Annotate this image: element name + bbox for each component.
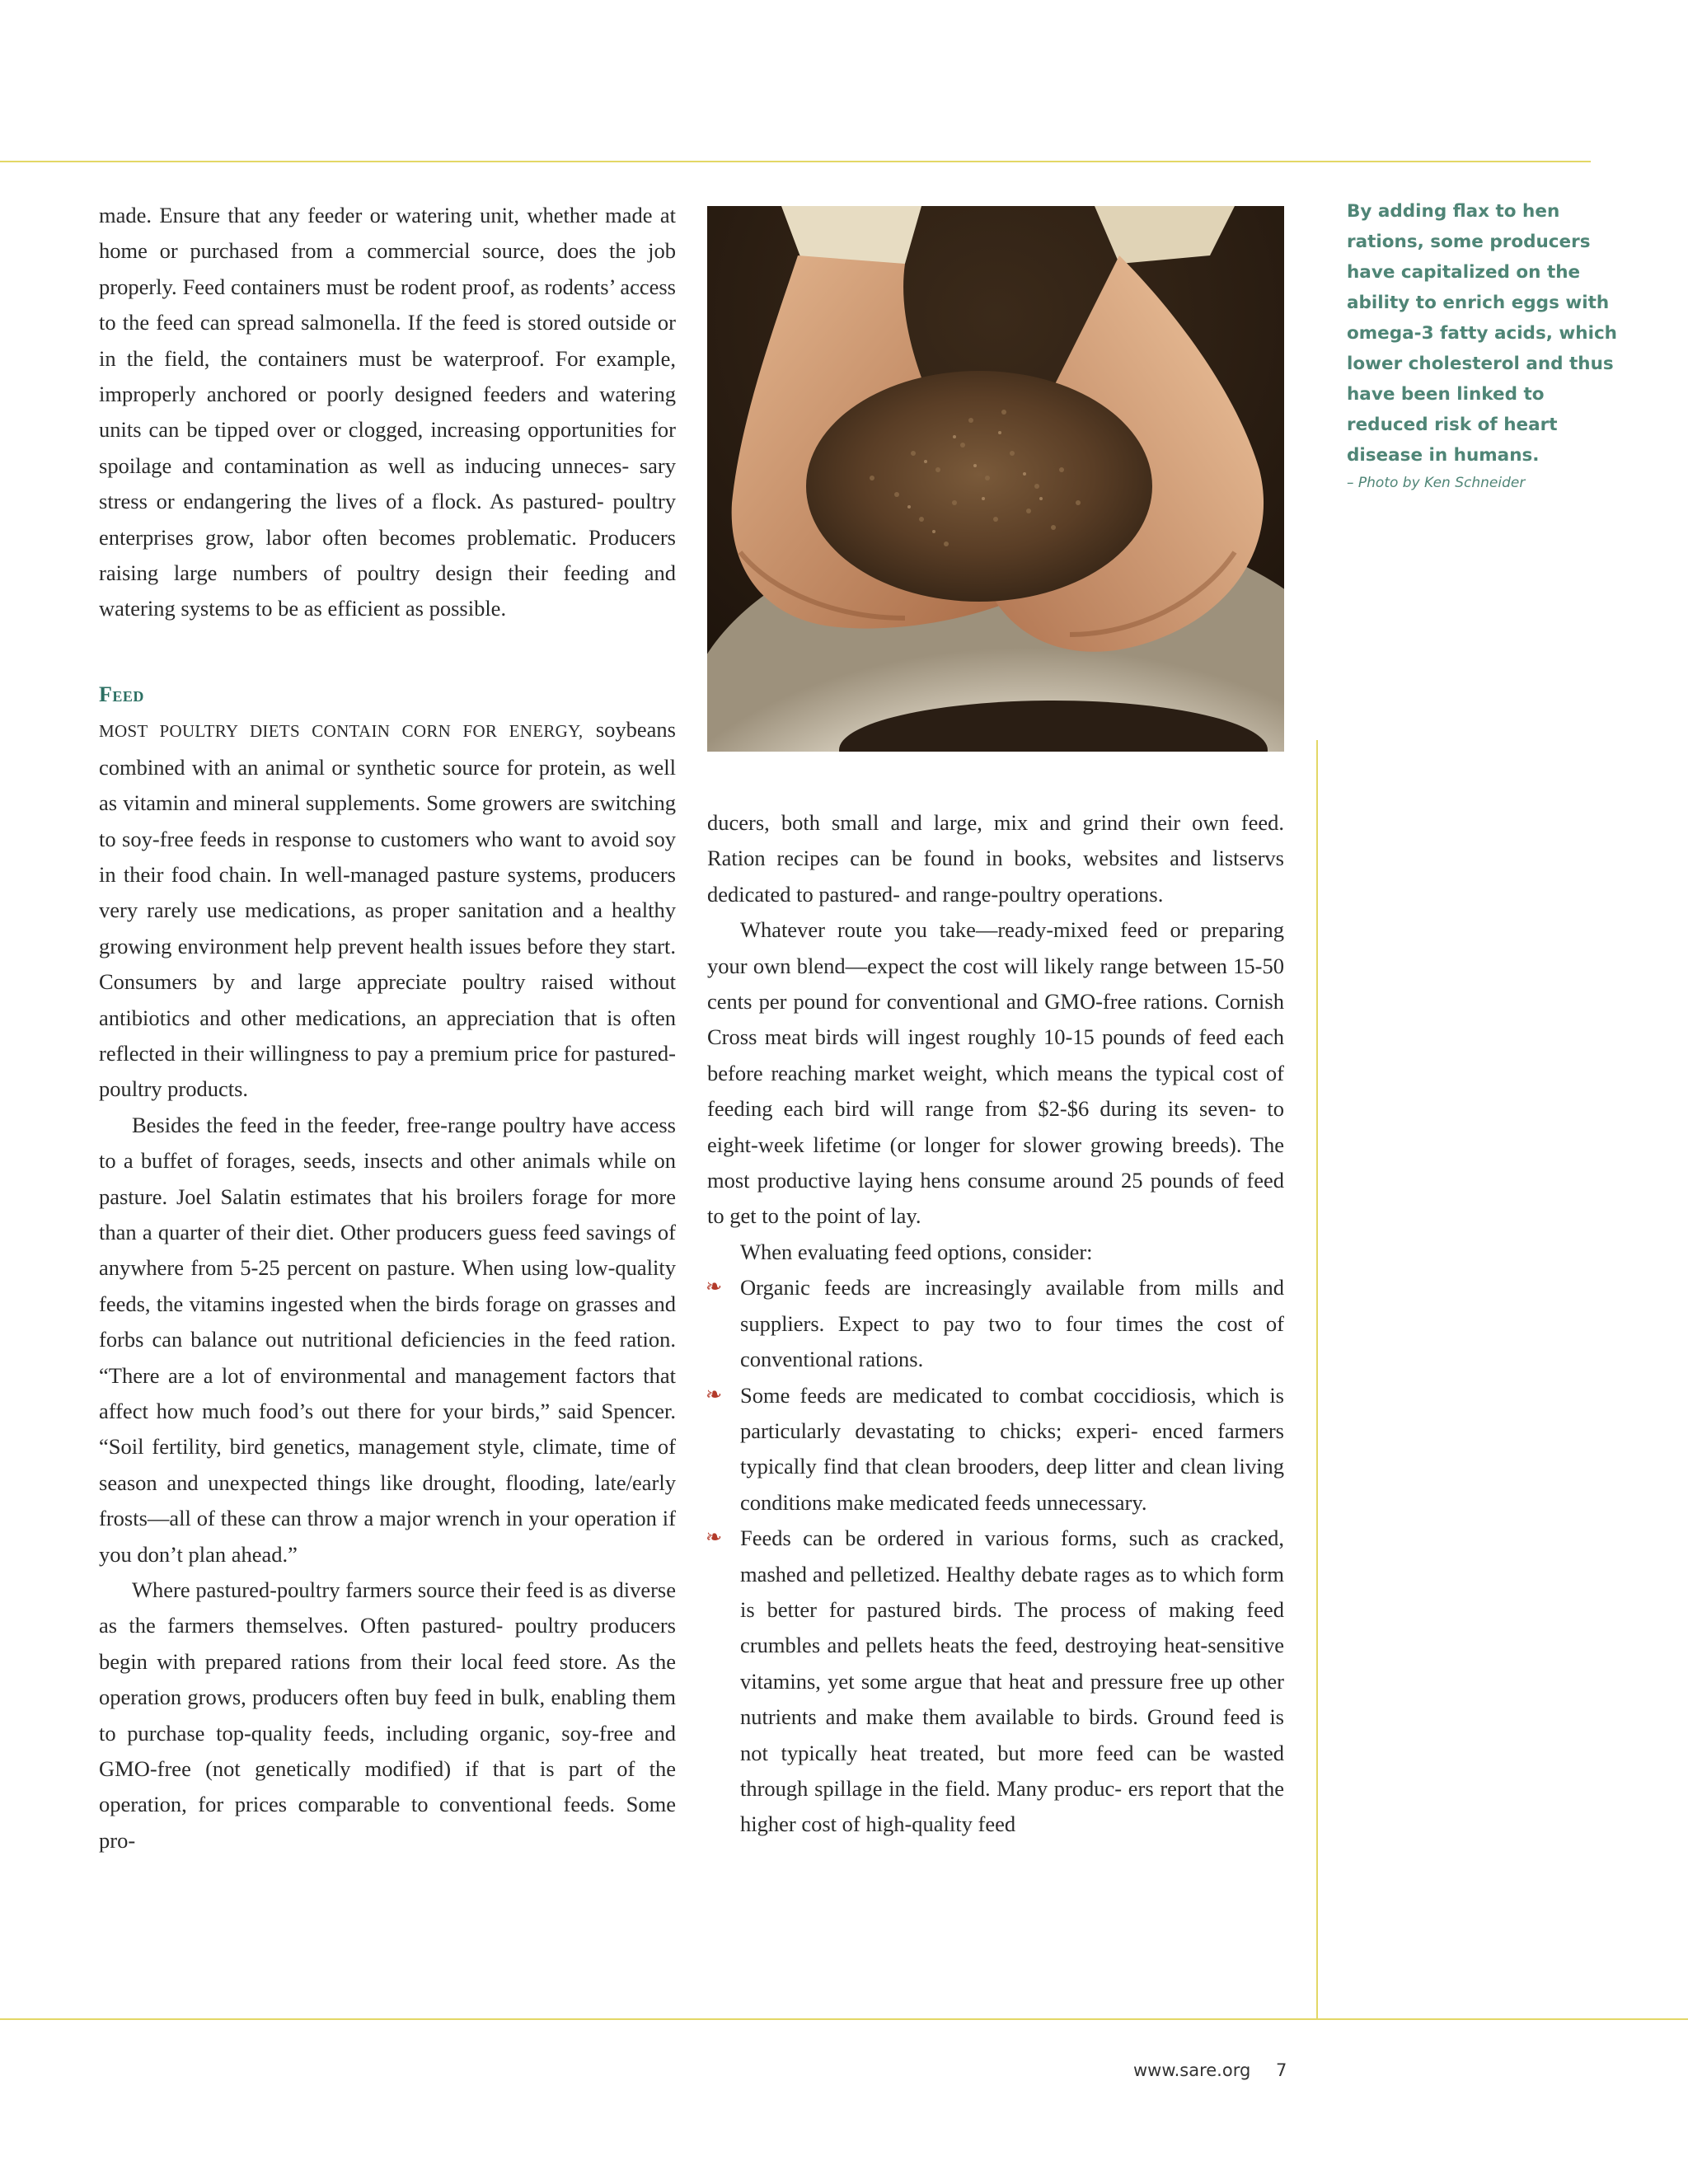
middle-paragraph-2: Whatever route you take—ready-mixed feed or preparing your own blend—expect the cost will likely range between 15-50 cents per pound for conventional and GMO-free rations. Cornish Cross meat birds will ingest roughly 10-15 pounds of feed each before reaching market weight, which means the typical cost of feeding each bird will range from $2-$6 during its seven- to eight-week lifetime (or longer for slower growing breeds). The most productive laying hens consume around 25 pounds of feed to get to the point of lay.: [707, 917, 1284, 1229]
list-item: [707, 1521, 1284, 1843]
footer-url-link[interactable]: www.sare.org: [1133, 2060, 1251, 2080]
middle-paragraph-1: ducers, both small and large, mix and grind their own feed. Ration recipes can be found in books, websites and listservs dedicated to pastured- and range-poultry operations.: [707, 810, 1284, 907]
feed-lead-caps: MOST POULTRY DIETS CONTAIN CORN FOR ENERGY,: [99, 721, 584, 742]
top-rule: [0, 161, 1591, 162]
list-item-text: Some feeds are medicated to combat coccidiosis, which is particularly devastating to chicks; experi- enced farmers typically find that clean brooders, deep litter and clean living conditions make medicated feeds unnecessary.: [740, 1382, 1284, 1515]
bottom-rule: [0, 2018, 1688, 2020]
photo-credit: – Photo by Ken Schneider: [1347, 475, 1526, 491]
fleuron-bullet-icon: ❧: [706, 1277, 723, 1299]
left-column: [99, 198, 676, 1858]
feed-options-list: [707, 1270, 1284, 1843]
section-heading-feed: Feed: [99, 682, 144, 706]
feed-paragraph-2: Besides the feed in the feeder, free-range poultry have access to a buffet of forages, seeds, insects and other animals while on pasture. Joel Salatin estimates that his broilers forage for more than a quarter of their diet. Other producers guess feed savings of anywhere from 5-25 percent on pasture. When using low-quality feeds, the vitamins ingested when the birds forage on grasses and forbs can balance out nutritional deficiencies in the feed ration. “There are a lot of environmental and management factors that affect how much food’s out there for your birds,” said Spencer. “Soil fertility, bird genetics, management style, climate, time of season and unexpected things like drought, flooding, late/early frosts—all of these can throw a major wrench in your operation if you don’t plan ahead.”: [99, 1112, 676, 1567]
feed-paragraph-1-text: soybeans combined with an animal or synthetic source for protein, as well as vitamin and mineral supplements. Some growers are switching to soy-free feeds in response to customers who want to avoid soy in their food chain. In well-managed pasture systems, producers very rarely use medications, as proper sanitation and a healthy growing environment help prevent health issues before they start. Consumers by and large appreciate poultry raised without antibiotics and other medications, an appreciation that is often reflected in their willingness to pay a premium price for pastured-poultry products.: [99, 717, 676, 1102]
flax-seed-photo: [707, 206, 1284, 752]
feed-paragraph-3: Where pastured-poultry farmers source their feed is as diverse as the farmers themselves. Often pastured- poultry producers begin with prepared rations from their local feed store. As the operation grows, producers often buy feed in bulk, enabling them to purchase top-quality feeds, including organic, soy-free and GMO-free (not genetically modified) if that is part of the operation, for prices comparable to conventional feeds. Some pro-: [99, 1577, 676, 1853]
middle-paragraph-3: When evaluating feed options, consider:: [740, 1239, 1093, 1264]
fleuron-bullet-icon: ❧: [706, 1384, 723, 1406]
list-item: [707, 1378, 1284, 1521]
hands-holding-flax-illustration: [707, 206, 1284, 752]
fleuron-bullet-icon: ❧: [706, 1527, 723, 1549]
intro-paragraph: made. Ensure that any feeder or watering unit, whether made at home or purchased from a commercial source, does the job properly. Feed containers must be rodent proof, as rodents’ access to the feed can spread salmonella. If the feed is stored outside or in the field, the containers must be waterproof. For example, improperly anchored or poorly designed feeders and watering units can be tipped over or clogged, increasing opportunities for spoilage and contamination as well as inducing unneces- sary stress or endangering the lives of a flock. As pastured- poultry enterprises grow, labor often becomes problematic. Producers raising large numbers of poultry design their feeding and watering systems to be as efficient as possible.: [99, 203, 676, 621]
page-number: 7: [1276, 2060, 1287, 2080]
middle-column: [707, 805, 1284, 1843]
feed-paragraph-1: [99, 712, 676, 1107]
list-item-text: Organic feeds are increasingly available from mills and suppliers. Expect to pay two to four times the cost of conventional rations.: [740, 1275, 1284, 1372]
list-item-text: Feeds can be ordered in various forms, such as cracked, mashed and pelletized. Healthy debate rages as to which form is better for pastured birds. The process of making feed crumbles and pellets heats the feed, destroying heat-sensitive vitamins, yet some argue that heat and pressure free up other nutrients and make them available to birds. Ground feed is not typically heat treated, but more feed can be wasted through spillage in the field. Many produc- ers report that the higher cost of high-quality feed: [740, 1526, 1284, 1837]
photo-caption: By adding flax to hen rations, some producers have capitalized on the ability to enrich eggs with omega-3 fatty acids, which lower cholesterol and thus have been linked to reduced risk of heart disease in humans.: [1347, 201, 1617, 466]
column-rule: [1316, 740, 1318, 2018]
list-item: [707, 1270, 1284, 1377]
